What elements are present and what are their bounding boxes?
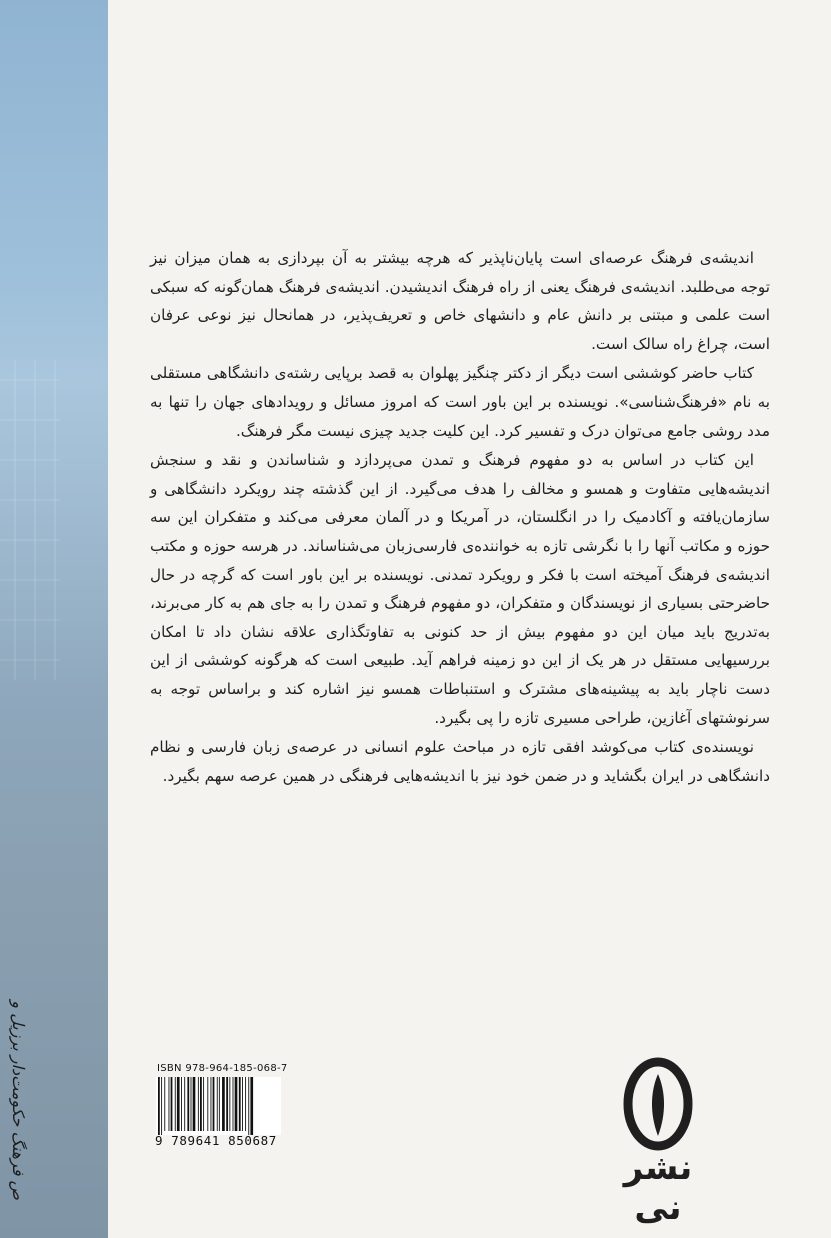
barcode-digits: 9 789641 850687	[155, 1133, 277, 1148]
publisher-logo-icon	[622, 1056, 694, 1152]
spine-texture	[0, 360, 60, 680]
paragraph-2: کتاب حاضر کوششی است دیگر از دکتر چنگیز پهلوان به قصد برپایی رشته‌ی دانشگاهی مستقلی به نام «فرهنگ‌شناسی». نویسنده بر این باور است که امروز مسائل و رویدادهای جهان را تنها به مدد روشی جامع می‌توان درک و تفسیر کرد. این کلیت جدید چیزی نیست مگر فرهنگ.	[150, 364, 770, 440]
barcode	[156, 1077, 281, 1135]
isbn-label: ISBN 978-964-185-068-7	[157, 1063, 288, 1074]
paragraph-4: نویسنده‌ی کتاب می‌کوشد افقی تازه در مباحث علوم انسانی در عرصه‌ی زبان فارسی و نظام دانشگاهی در ایران بگشاید و در ضمن خود نیز با اندیشه‌هایی فرهنگی در همین عرصه سهم بگیرد.	[150, 738, 770, 785]
spine-title: ص‌ فرهنگ‌ حکومت‌دار برزیل‌ و	[9, 1000, 28, 1200]
publisher-name: نشر نی	[623, 1148, 693, 1228]
book-spine	[0, 0, 108, 1238]
paragraph-1: اندیشه‌ی فرهنگ عرصه‌ای است پایان‌ناپذیر که هرچه بیشتر به آن بپردازی به همان میزان نیز توجه می‌طلبد. اندیشه‌ی فرهنگ یعنی از راه فرهنگ اندیشیدن. اندیشه‌ی فرهنگ همان‌گونه که سبکی است علمی و مبتنی بر دانش عام و دانشهای خاص و تعریف‌پذیر، در همانحال نیز نوعی عرفان است، چراغ راه سالک است.	[150, 249, 770, 353]
back-cover-text	[150, 244, 770, 790]
paragraph-3: این کتاب در اساس به دو مفهوم فرهنگ و تمدن می‌پردازد و شناساندن و نقد و سنجش اندیشه‌هایی متفاوت و همسو و مخالف را هدف می‌گیرد. از این گذشته چند رویکرد دانشگاهی و سازمان‌یافته و آکادمیک را در انگلستان، در آمریکا و در آلمان معرفی می‌کند و متفکران این سه حوزه و مکاتب آنها را با نگرشی تازه به خواننده‌ی فارسی‌زبان می‌شناساند. در هرسه حوزه و مکتب اندیشه‌ی فرهنگ آمیخته است با فکر و رویکرد تمدنی. نویسنده بر این باور است که گرچه در حال حاضرحتی بسیاری از نویسندگان و متفکران، دو مفهوم فرهنگ و تمدن را به جای هم به کار می‌برند، به‌تدریج باید میان این دو مفهوم بیش از حد کنونی به تفاوتگذاری علاقه نشان داد تا امکان بررسیهایی مستقل در هر یک از این دو زمینه فراهم آید. طبیعی است که هرگونه کوششی از این دست ناچار باید به پیشینه‌های مشترک و استنباطات همسو نیز اشاره کند و براساس توجه به سرنوشتهای آغازین، طراحی مسیری تازه را پی بگیرد.	[150, 451, 770, 727]
